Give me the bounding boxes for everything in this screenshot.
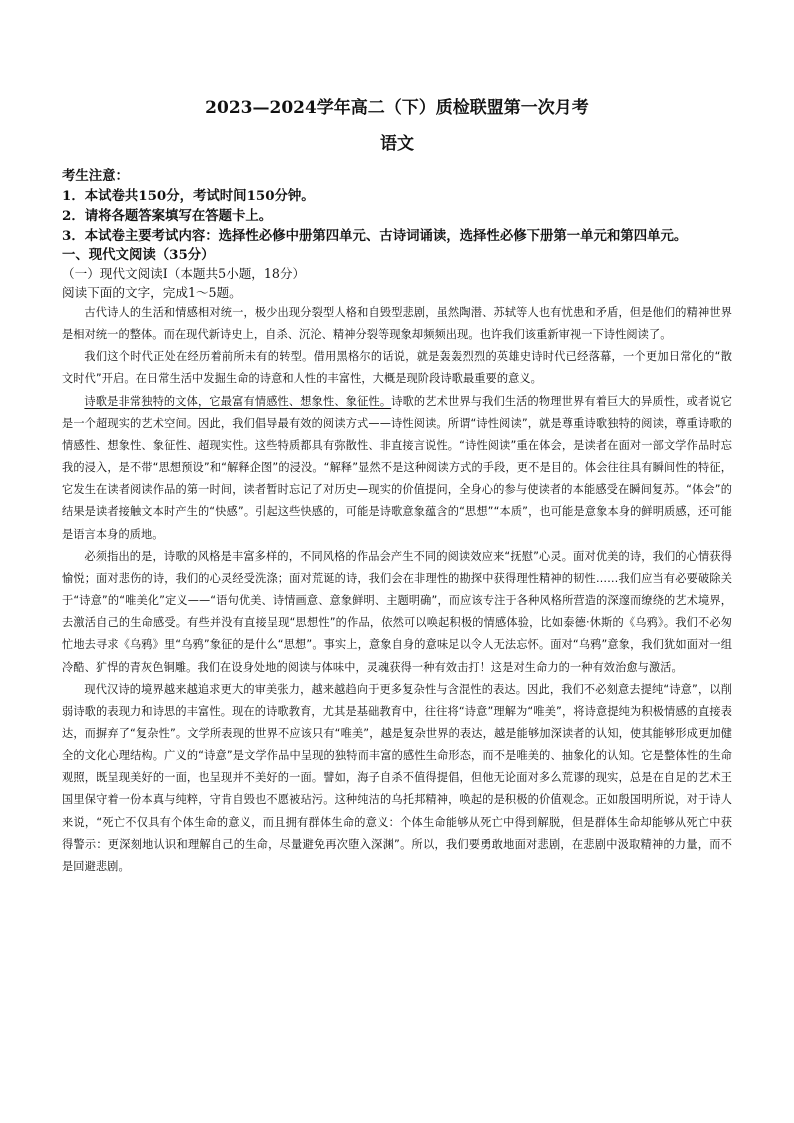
exam-page xyxy=(62,96,732,878)
passage-paragraph-4: 必须指出的是，诗歌的风格是丰富多样的，不同风格的作品会产生不同的阅读效应来“抚慰”心灵。面对优美的诗，我们的心情获得愉悦；面对悲伤的诗，我们的心灵经受洗涤；面对荒诞的诗，我们会在非理性的勘探中获得理性精神的韧性……我们应当有必要破除关于“诗意”的“唯美化”定义——“语句优美、诗情画意、意象鲜明、主题明确”，而应该专注于各种风格所营造的深邃而缭绕的艺术境界，去激活自己的生命感受。有些并没有直接呈现“思想性”的作品，依然可以唤起积极的情感体验，比如泰德·休斯的《乌鸦》。我们不必匆忙地去寻求《乌鸦》里“乌鸦”象征的是什么“思想”。事实上，意象自身的意味足以令人无法忘怀。面对“乌鸦”意象，我们犹如面对一组冷酷、犷悍的青灰色铜雕。我们在设身处地的阅读与体味中，灵魂获得一种有效击打！这是对生命力的一种有效治愈与激活。 xyxy=(62,549,732,674)
passage-paragraph-3-rest: 诗歌的艺术世界与我们生活的物理世界有着巨大的异质性，或者说它是一个超现实的艺术空间。因此，我们倡导最有效的阅读方式——诗性阅读。所谓“诗性阅读”，就是尊重诗歌独特的阅读，尊重诗歌的情感性、想象性、象征性、超现实性。这些特质都具有弥散性、非直接言说性。“诗性阅读”重在体会，是读者在面对一部文学作品时忘我的浸入，是不带“思想预设”和“解释企图”的浸没。“解释”显然不是这种阅读方式的手段，更不是目的。体会往往具有瞬间性的特征，它发生在读者阅读作品的第一时间，读者暂时忘记了对历史—现实的价值提问，全身心的参与使读者的本能感受在瞬间复苏。“体会”的结果是读者接触文本时产生的“快感”。引起这些快感的，可能是诗歌意象蕴含的“思想”“本质”，也可能是意象本身的鲜明质感，还可能是语言本身的质地。 xyxy=(62,394,732,541)
notice-block xyxy=(62,166,732,246)
notice-item-2: 2．请将各题答案填写在答题卡上。 xyxy=(62,208,273,224)
subject-title: 语文 xyxy=(380,134,414,154)
notice-item-1: 1．本试卷共150分，考试时间150分钟。 xyxy=(62,188,315,204)
notice-heading: 考生注意： xyxy=(62,168,129,184)
passage-paragraph-5: 现代汉诗的境界越来越追求更大的审美张力，越来越趋向于更多复杂性与含混性的表达。因此，我们不必刻意去提纯“诗意”，以削弱诗歌的表现力和诗思的丰富性。现在的诗歌教育，尤其是基础教育中，往往将“诗意”理解为“唯美”，将诗意提纯为积极情感的直接表达，而摒弃了“复杂性”。文学所表现的世界不应该只有“唯美”，越是复杂世界的表达，越是能够加深读者的认知，使其能够形成更加健全的文化心理结构。广义的“诗意”是文学作品中呈现的独特而丰富的感性生命形态，而不是唯美的、抽象化的认知。它是整体性的生命观照，既呈现美好的一面，也呈现并不美好的一面。譬如，海子自杀不值得提倡，但他无论面对多么荒谬的现实，总是在自足的艺术王国里保守着一份本真与纯粹，守肯自毁也不愿被玷污。这种纯洁的乌托邦精神，唤起的是积极的价值观念。正如殷国明所说，对于诗人来说，“死亡不仅具有个体生命的意义，而且拥有群体生命的意义：个体生命能够从死亡中得到解脱，但是群体生命却能够从死亡中获得警示：更深刻地认识和理解自己的生命，尽量避免再次堕入深渊”。所以，我们要勇敢地面对悲剧，在悲剧中汲取精神的力量，而不是回避悲剧。 xyxy=(62,682,732,873)
section-heading: 一、现代文阅读（35分） xyxy=(62,247,215,263)
notice-item-3: 3．本试卷主要考试内容：选择性必修中册第四单元、古诗词诵读，选择性必修下册第一单元和第四单元。 xyxy=(62,228,688,244)
passage-paragraph-3 xyxy=(62,391,732,546)
exam-title: 2023—2024学年高二（下）质检联盟第一次月考 xyxy=(205,98,589,118)
section-subheading: （一）现代文阅读Ⅰ（本题共5小题，18分） xyxy=(62,266,306,281)
reading-instruction: 阅读下面的文字，完成1～5题。 xyxy=(62,285,242,300)
passage-paragraph-1: 古代诗人的生活和情感相对统一，极少出现分裂型人格和自毁型悲剧，虽然陶潜、苏轼等人也有忧患和矛盾，但是他们的精神世界是相对统一的整体。而在现代新诗史上，自杀、沉沦、精神分裂等现象却频频出现。也许我们该重新审视一下诗性阅读了。 xyxy=(62,306,732,342)
underlined-sentence: 诗歌是非常独特的文体，它最富有情感性、想象性、象征性。 xyxy=(84,394,392,408)
passage-paragraph-2: 我们这个时代正处在经历着前所未有的转型。借用黑格尔的话说，就是轰轰烈烈的英雄史诗时代已经落幕，一个更加日常化的“散文时代”开启。在日常生活中发掘生命的诗意和人性的丰富性，大概是现阶段诗歌最重要的意义。 xyxy=(62,350,732,386)
reading-passage xyxy=(62,302,732,878)
